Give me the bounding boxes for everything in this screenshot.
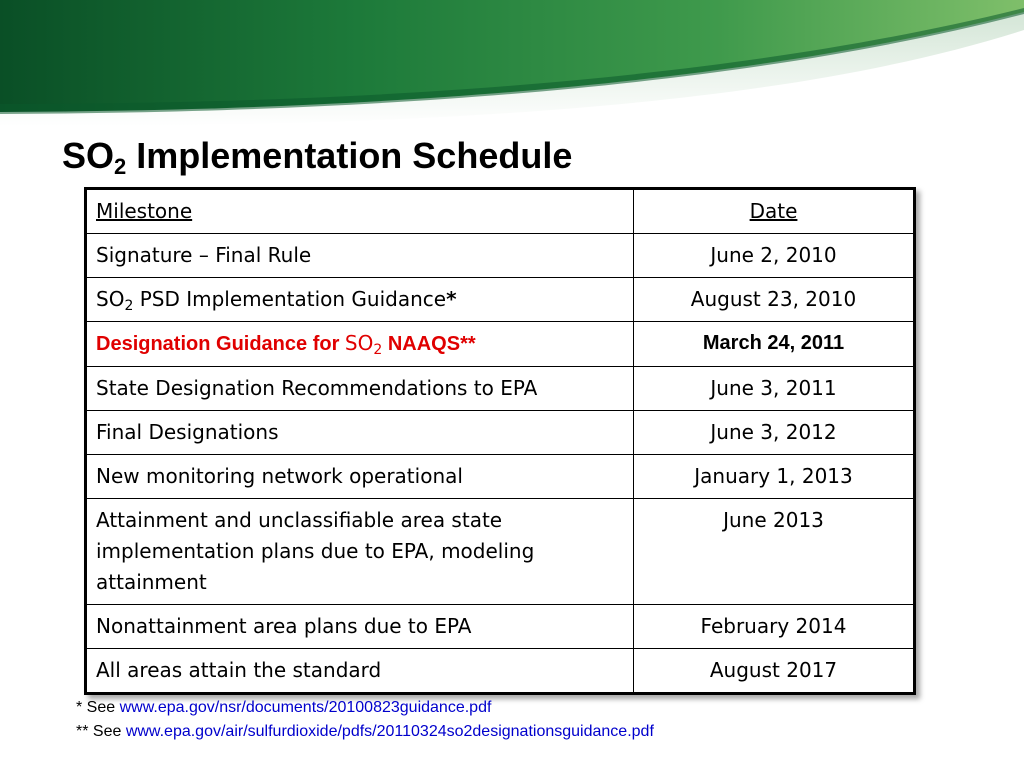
milestone-cell: All areas attain the standard [86,649,634,694]
milestone-cell: State Designation Recommendations to EPA [86,367,634,411]
page-title: $SO_2$ Implementation Schedule [62,135,573,179]
table-row [86,649,915,694]
date-cell: June 2, 2010 [634,234,915,278]
date-cell: June 3, 2012 [634,411,915,455]
date-cell: August 23, 2010 [634,278,915,322]
date-cell: January 1, 2013 [634,455,915,499]
date-column-header: Date [634,189,915,234]
table-row-highlighted [86,322,915,367]
footnote-2-link[interactable]: www.epa.gov/air/sulfurdioxide/pdfs/20110324so2designationsguidance.pdf [125,723,654,740]
table-row [86,605,915,649]
date-cell: March 24, 2011 [634,322,915,367]
date-cell: August 2017 [634,649,915,694]
green-header-banner [0,0,1024,130]
date-cell: February 2014 [634,605,915,649]
milestone-cell: Signature – Final Rule [86,234,634,278]
table-row [86,411,915,455]
date-cell: June 2013 [634,499,915,605]
table-header-row [86,189,915,234]
footnotes [76,696,654,744]
table-row [86,455,915,499]
milestone-cell: Attainment and unclassifiable area state implementation plans due to EPA, modeling attainment [86,499,634,605]
table-row [86,367,915,411]
milestone-cell: Designation Guidance for $SO_2$ NAAQS** [86,322,634,367]
table-row [86,499,915,605]
date-cell: June 3, 2011 [634,367,915,411]
milestone-cell: Nonattainment area plans due to EPA [86,605,634,649]
milestone-cell: $SO_2$ PSD Implementation Guidance* [86,278,634,322]
footnote-2: ** See www.epa.gov/air/sulfurdioxide/pdfs/20110324so2designationsguidance.pdf [76,723,654,740]
milestone-cell: Final Designations [86,411,634,455]
table-row [86,234,915,278]
table-row [86,278,915,322]
milestone-cell: New monitoring network operational [86,455,634,499]
footnote-1-link[interactable]: www.epa.gov/nsr/documents/20100823guidance.pdf [119,699,492,716]
milestone-column-header: Milestone [86,189,634,234]
footnote-1: * See www.epa.gov/nsr/documents/20100823guidance.pdf [76,699,492,716]
schedule-table [84,187,916,695]
